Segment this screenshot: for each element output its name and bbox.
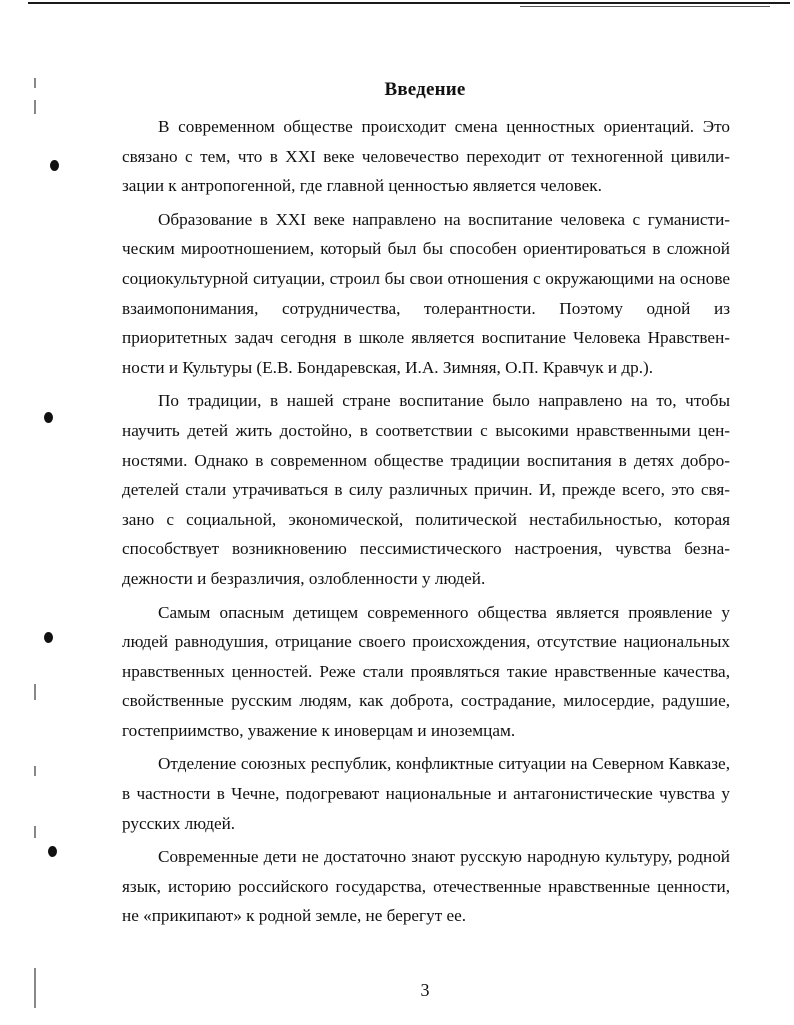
binder-hole-mark [48, 846, 57, 857]
margin-scan-mark [34, 766, 36, 776]
paragraph: В современном обществе происходит смена ценностных ориентаций. Это связано с тем, что в XXI веке человечество переходит от техногенной цивилизации к антропогенной, где главной ценностью является человек. [122, 117, 730, 196]
paragraph: Современные дети не достаточно знают русскую народную культуру, родной язык, историю российского государства, отечественные нравственные ценности, не «прикипают» к родной земле, не берегут ее. [122, 847, 730, 926]
binder-hole-mark [50, 160, 59, 171]
binder-hole-mark [44, 632, 53, 643]
top-border-line [28, 2, 790, 4]
document-body [122, 112, 730, 935]
margin-scan-mark [34, 100, 36, 114]
page-title: Введение [384, 78, 466, 100]
margin-scan-mark [34, 826, 36, 838]
page-number: 3 [420, 980, 430, 1000]
paragraph: Самым опасным детищем современного общества является проявление у людей равнодушия, отрицание своего происхождения, отсутствие национальных нравственных ценностей. Реже стали проявляться такие нравственные качества, свойственные русским людям, как доброта, сострадание, милосердие, радушие, гостеприимство, уважение к иноверцам и иноземцам. [122, 602, 730, 740]
margin-scan-mark [34, 684, 36, 700]
binder-hole-mark [44, 412, 53, 423]
top-border-line-secondary [520, 6, 770, 7]
paragraph: По традиции, в нашей стране воспитание было направлено на то, чтобы научить детей жить достойно, в соответствии с высокими нравственными ценностями. Однако в современном обществе традиции воспитания в детях добродетелей стали утрачиваться в силу различных причин. И, прежде всего, это связано с социальной, экономической, политической нестабильностью, которая способствует возникновению пессимистического настроения, чувства безнадежности и безразличия, озлобленности у людей. [122, 391, 730, 588]
paragraph: Отделение союзных республик, конфликтные ситуации на Северном Кавказе, в частности в Чечне, подогревают национальные и антагонистические чувства у русских людей. [122, 754, 730, 833]
paragraph: Образование в XXI веке направлено на воспитание человека с гуманистическим мироотношением, который был бы способен ориентироваться в сложной социокультурной ситуации, строил бы свои отношения с окружающими на основе взаимопонимания, сотрудничества, толерантности. Поэтому одной из приоритетных задач сегодня в школе является воспитание Человека Нравственности и Культуры (Е.В. Бондаревская, И.А. Зимняя, О.П. Кравчук и др.). [122, 209, 730, 377]
